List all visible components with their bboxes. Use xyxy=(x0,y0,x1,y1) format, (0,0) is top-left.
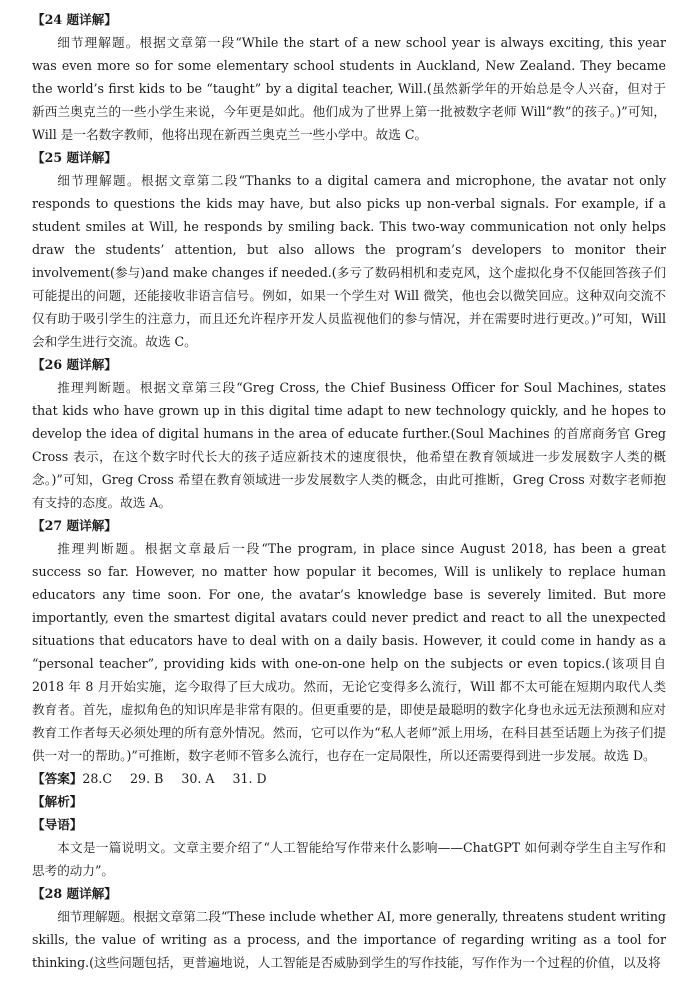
answer-item: 30. A xyxy=(181,771,215,786)
section-q25 xyxy=(32,146,666,353)
intro-heading: 【导语】 xyxy=(32,817,83,832)
section-q24 xyxy=(32,8,666,146)
section-body: 细节理解题。根据文章第一段“While the start of a new school year is always exciting, this year was even more so for some elementary school students in Auckland, New Zealand. They became the world’s first kids to be “taught” by a digital teacher, Will.(虽然新学年的开始总是令人兴奋，但对于新西兰奥克兰的一些小学生来说，今年更是如此。他们成为了世界上第一批被数字老师 Will“教”的孩子。)”可知，Will 是一名数字教师，他将出现在新西兰奥克兰一些小学中。故选 C。 xyxy=(32,35,666,142)
section-q26 xyxy=(32,353,666,514)
answer-item: 29. B xyxy=(130,771,164,786)
section-body: 推理判断题。根据文章最后一段“The program, in place since August 2018, has been a great success so far. However, no matter how popular it becomes, Will is unlikely to replace human educators any time soon. For one, the avatar’s knowledge base is severely limited. But more importantly, even the smartest digital avatars could never predict and react to all the unexpected situations that educators have to deal with on a daily basis. However, it could come in handy as a “personal teacher”, providing kids with one-on-one help on the subjects or even topics.(该项目自 2018 年 8 月开始实施，迄今取得了巨大成功。然而，无论它变得多么流行，Will 都不太可能在短期内取代人类教育者。首先，虚拟角色的知识库是非常有限的。但更重要的是，即使是最聪明的数字化身也永远无法预测和应对教育工作者每天必须处理的所有意外情况。然而，它可以作为“私人老师”派上用场，在科目甚至话题上为孩子们提供一对一的帮助。)”可推断，数字老师不管多么流行，也存在一定局限性，所以还需要得到进一步发展。故选 D。 xyxy=(32,541,666,763)
answer-item: 28.C xyxy=(82,771,113,786)
section-body: 细节理解题。根据文章第二段“These include whether AI, more generally, threatens student writing skills, the value of writing as a process, and the importance of regarding writing as a tool for thinking.(这些问题包括，更普遍地说，人工智能是否威胁到学生的写作技能，写作作为一个过程的价值，以及将 xyxy=(32,909,666,970)
section-heading: 【28 题详解】 xyxy=(32,886,117,901)
intro-body: 本文是一篇说明文。文章主要介绍了“人工智能给写作带来什么影响——ChatGPT 如何剥夺学生自主写作和思考的动力”。 xyxy=(32,840,666,878)
analysis-heading: 【解析】 xyxy=(32,794,83,809)
section-heading: 【26 题详解】 xyxy=(32,357,117,372)
answer-item: 31. D xyxy=(232,771,267,786)
answer-label: 【答案】 xyxy=(32,771,83,786)
answer-row xyxy=(32,767,666,790)
section-heading: 【24 题详解】 xyxy=(32,12,117,27)
section-body: 推理判断题。根据文章第三段“Greg Cross, the Chief Business Officer for Soul Machines, states that kids who have grown up in this digital time adapt to new technology quickly, and he hopes to develop the idea of digital humans in the area of educate further.(Soul Machines 的首席商务官 Greg Cross 表示，在这个数字时代长大的孩子适应新技术的速度很快，他希望在教育领域进一步发展数字人类的概念。)”可知，Greg Cross 希望在教育领域进一步发展数字人类的概念，由此可推断，Greg Cross 对数字老师抱有支持的态度。故选 A。 xyxy=(32,380,666,510)
section-q27 xyxy=(32,514,666,767)
section-q28 xyxy=(32,882,666,974)
section-heading: 【25 题详解】 xyxy=(32,150,117,165)
section-heading: 【27 题详解】 xyxy=(32,518,117,533)
section-body: 细节理解题。根据文章第二段“Thanks to a digital camera and microphone, the avatar not only responds to questions the kids may have, but also picks up non-verbal signals. For example, if a student smiles at Will, he responds by smiling back. This two-way communication not only helps draw the students’ attention, but also allows the program’s developers to monitor their involvement(参与)and make changes if needed.(多亏了数码相机和麦克风，这个虚拟化身不仅能回答孩子们可能提出的问题，还能接收非语言信号。例如，如果一个学生对 Will 微笑，他也会以微笑回应。这种双向交流不仅有助于吸引学生的注意力，而且还允许程序开发人员监视他们的参与情况，并在需要时进行更改。)”可知，Will 会和学生进行交流。故选 C。 xyxy=(32,173,666,349)
